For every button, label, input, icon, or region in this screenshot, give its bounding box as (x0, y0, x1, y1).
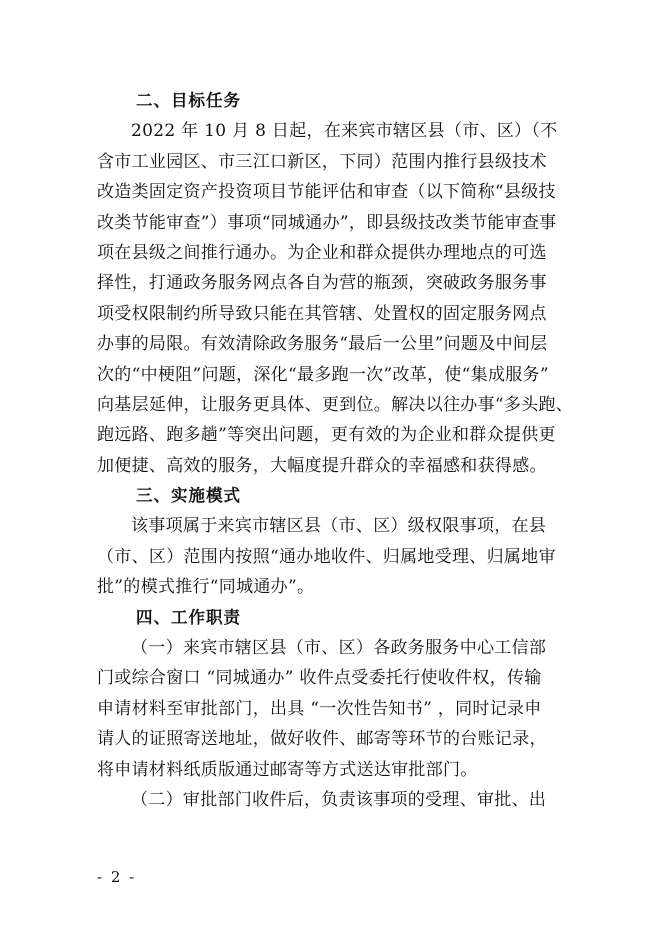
paragraph-line: 批”的模式推行“同城通办”。 (97, 577, 315, 598)
paragraph-line: 改造类固定资产投资项目节能评估和审查（以下简称“县级技 (97, 182, 556, 203)
section-heading-goals: 二、目标任务 (136, 91, 241, 110)
paragraph-line: 请人的证照寄送地址，做好收件、邮寄等环节的台账记录， (97, 729, 547, 750)
paragraph-line: 项受权限制约所导致只能在其管辖、处置权的固定服务网点 (97, 303, 547, 324)
paragraph-line: 次的“中梗阻”问题，深化“最多跑一次”改革，使“集成服务” (97, 364, 549, 385)
section-heading-duties: 四、工作职责 (136, 607, 241, 627)
paragraph-line: 跑远路、跑多趟”等突出问题，更有效的为企业和群众提供更 (97, 425, 556, 446)
paragraph-line: 改类节能审查”）事项“同城通办”，即县级技改类节能审查事 (97, 212, 557, 233)
paragraph-line: 申请材料至审批部门，出具 “一次性告知书” ，同时记录申 (97, 698, 542, 719)
paragraph-line: 将申请材料纸质版通过邮寄等方式送达审批部门。 (97, 759, 478, 780)
paragraph-line: 2022 年 10 月 8 日起，在来宾市辖区县（市、区）（不 (131, 121, 558, 142)
paragraph-line: 该事项属于来宾市辖区县（市、区）级权限事项，在县 (131, 516, 547, 537)
page-number: - 2 - (97, 868, 137, 886)
paragraph-line: （二）审批部门收件后，负责该事项的受理、审批、出 (131, 789, 547, 810)
paragraph-line: 办事的局限。有效清除政务服务“最后一公里”问题及中间层 (97, 334, 548, 355)
paragraph-line: 择性，打通政务服务网点各自为营的瓶颈，突破政务服务事 (97, 273, 547, 294)
paragraph-line: （市、区）范围内按照“通办地收件、归属地受理、归属地审 (97, 546, 556, 567)
paragraph-line: （一）来宾市辖区县（市、区）各政务服务中心工信部 (131, 638, 547, 659)
paragraph-line: 门或综合窗口 “同城通办” 收件点受委托行使收件权，传输 (97, 668, 542, 689)
paragraph-line: 向基层延伸，让服务更具体、更到位。解决以往办事“多头跑、 (97, 394, 574, 415)
paragraph-line: 含市工业园区、市三江口新区，下同）范围内推行县级技术 (97, 151, 547, 172)
paragraph-line: 加便捷、高效的服务，大幅度提升群众的幸福感和获得感。 (97, 455, 547, 476)
paragraph-line: 项在县级之间推行通办。为企业和群众提供办理地点的可选 (97, 242, 547, 263)
document-body (97, 86, 574, 815)
section-heading-mode: 三、实施模式 (136, 486, 241, 506)
